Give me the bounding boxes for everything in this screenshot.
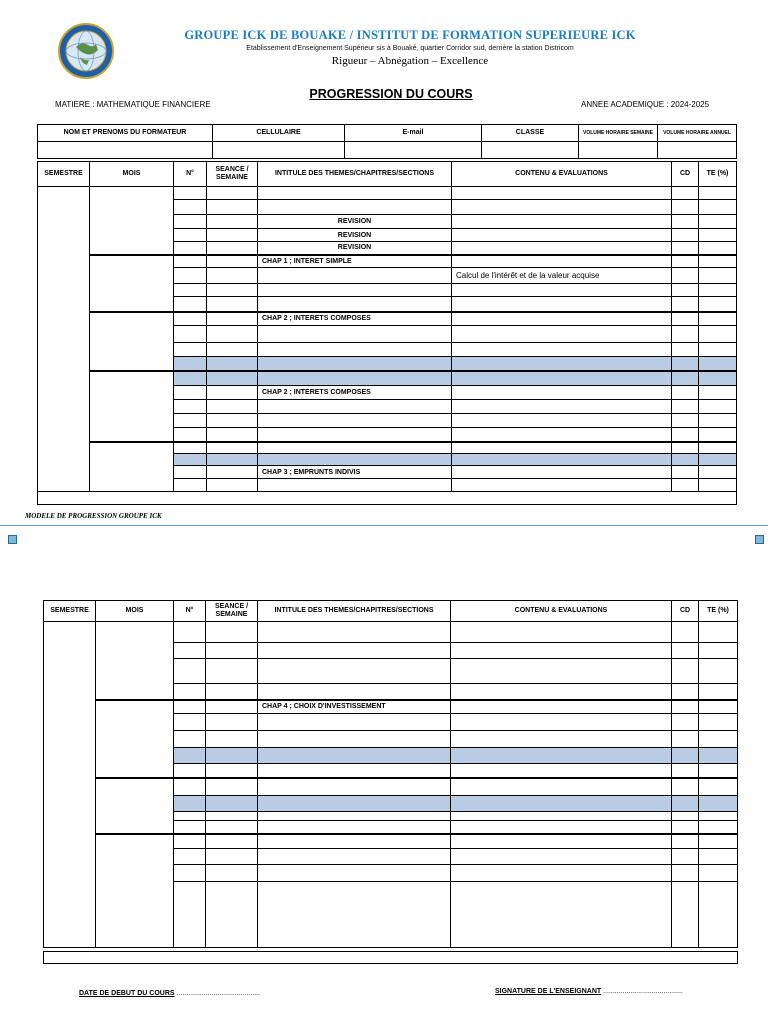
table-footer-strip (37, 491, 737, 505)
month-cell[interactable] (90, 255, 174, 312)
chapter-title: CHAP 1 ; INTERET SIMPLE (258, 255, 452, 268)
month-cell[interactable] (96, 622, 174, 700)
org-motto: Rigueur – Abnégation – Excellence (331, 55, 489, 67)
header-number: N° (174, 601, 206, 622)
header-content: CONTENU & EVALUATIONS (452, 162, 672, 187)
header-session-week: SEANCE / SEMAINE (206, 601, 258, 622)
weekly-hours-cell[interactable] (579, 142, 658, 159)
content-text: Calcul de l'intérêt et de la valeur acquise (452, 268, 672, 284)
page-break-handle[interactable] (8, 535, 17, 544)
email-cell[interactable] (345, 142, 482, 159)
header-themes: INTITULE DES THEMES/CHAPITRES/SECTIONS (258, 601, 451, 622)
header-session-week: SEANCE / SEMAINE (207, 162, 258, 187)
month-cell[interactable] (96, 834, 174, 948)
header-month: MOIS (96, 601, 174, 622)
header-te: TE (%) (699, 162, 737, 187)
header-annual-hours: VOLUME HORAIRE ANNUEL (658, 125, 737, 142)
month-cell[interactable] (90, 187, 174, 255)
trainer-info-table (37, 124, 737, 159)
header-themes: INTITULE DES THEMES/CHAPITRES/SECTIONS (258, 162, 452, 187)
header-email: E-mail (345, 125, 482, 142)
header-weekly-hours: VOLUME HORAIRE SEMAINE (579, 125, 658, 142)
subject-label: MATIERE : MATHEMATIQUE FINANCIERE (55, 100, 211, 109)
header-semester: SEMESTRE (38, 162, 90, 187)
semester-cell[interactable] (38, 187, 90, 492)
page-separator (0, 525, 768, 526)
revision-label: REVISION (258, 242, 452, 255)
groupe-ick-logo (58, 23, 114, 79)
month-cell[interactable] (96, 778, 174, 834)
start-date-label: DATE DE DEBUT DU COURS (79, 990, 175, 997)
model-note: MODELE DE PROGRESSION GROUPE ICK (25, 512, 162, 520)
start-date-dots: ........................................... (176, 990, 261, 997)
month-cell[interactable] (90, 312, 174, 371)
header-class: CLASSE (482, 125, 579, 142)
header-cd: CD (672, 601, 699, 622)
teacher-signature-field[interactable] (495, 988, 683, 995)
header-te: TE (%) (699, 601, 738, 622)
page-break-handle[interactable] (755, 535, 764, 544)
academic-year-label: ANNEE ACADEMIQUE : 2024-2025 (581, 100, 710, 109)
start-date-field[interactable] (79, 990, 260, 997)
header-month: MOIS (90, 162, 174, 187)
chapter-title: CHAP 4 ; CHOIX D'INVESTISSEMENT (258, 700, 451, 714)
header-content: CONTENU & EVALUATIONS (451, 601, 672, 622)
header-semester: SEMESTRE (44, 601, 96, 622)
teacher-signature-label: SIGNATURE DE L'ENSEIGNANT (495, 988, 602, 995)
progression-table-page2 (43, 600, 738, 948)
org-title: GROUPE ICK DE BOUAKE / INSTITUT DE FORMATION SUPERIEURE ICK (184, 28, 636, 42)
month-cell[interactable] (90, 371, 174, 442)
header-number: N° (174, 162, 207, 187)
document-title: PROGRESSION DU COURS (309, 87, 473, 101)
semester-cell[interactable] (44, 622, 96, 948)
chapter-title: CHAP 2 ; INTERETS COMPOSES (258, 386, 452, 400)
teacher-signature-dots: ......................................... (603, 988, 683, 995)
table-footer-strip (43, 951, 738, 964)
annual-hours-cell[interactable] (658, 142, 737, 159)
revision-label: REVISION (258, 229, 452, 242)
phone-cell[interactable] (213, 142, 345, 159)
header-phone: CELLULAIRE (213, 125, 345, 142)
chapter-title: CHAP 2 ; INTERETS COMPOSES (258, 312, 452, 326)
trainer-name-cell[interactable] (38, 142, 213, 159)
chapter-title: CHAP 3 ; EMPRUNTS INDIVIS (258, 466, 452, 479)
header-trainer-name: NOM ET PRENOMS DU FORMATEUR (38, 125, 213, 142)
org-subtitle: Etablissement d'Enseignement Supérieur sis à Bouaké, quartier Corridor sud, derrière la station Districom (246, 45, 574, 52)
header-cd: CD (672, 162, 699, 187)
progression-table-page1 (37, 161, 737, 492)
class-cell[interactable] (482, 142, 579, 159)
month-cell[interactable] (90, 442, 174, 492)
revision-label: REVISION (258, 215, 452, 229)
month-cell[interactable] (96, 700, 174, 778)
